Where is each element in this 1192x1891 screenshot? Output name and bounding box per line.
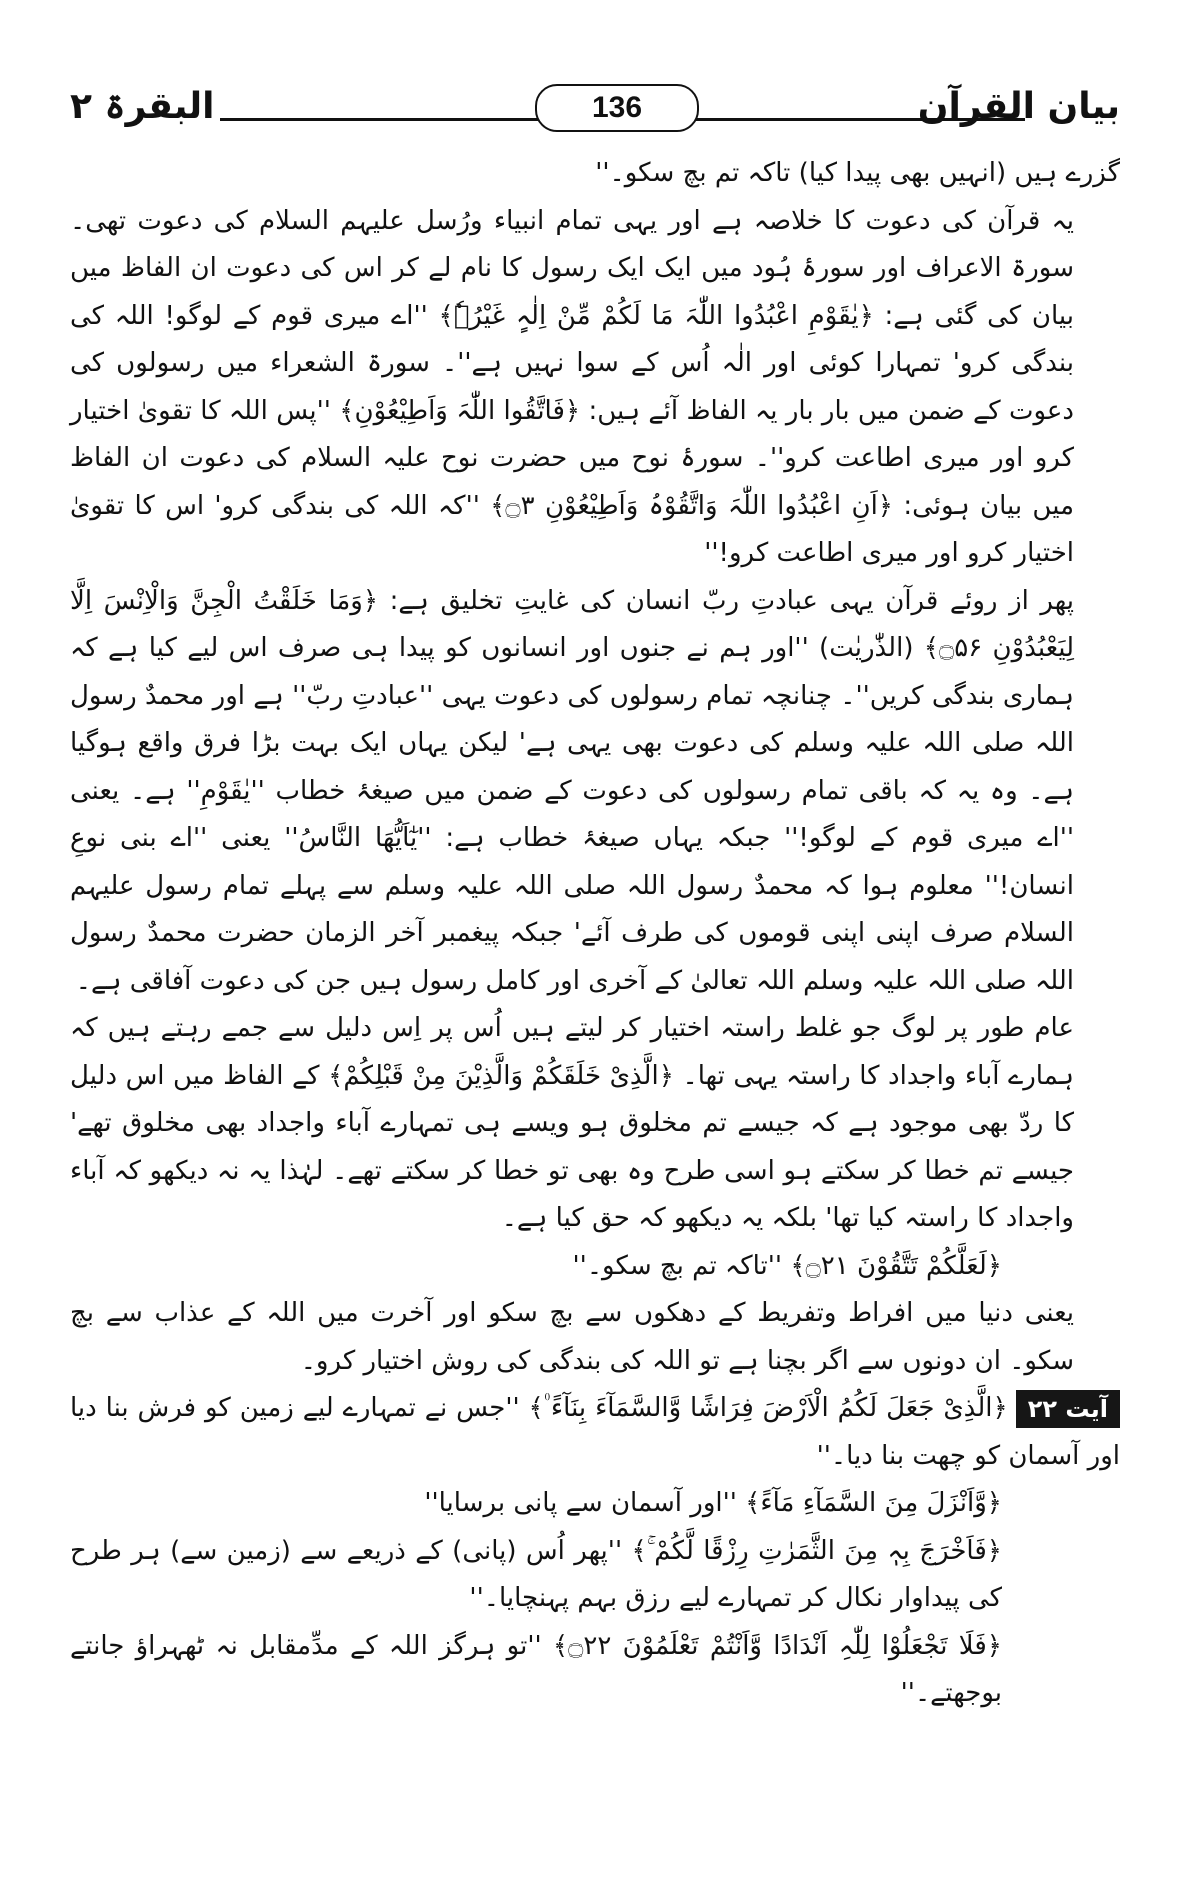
paragraph-purpose-of-creation: پھر از روئے قرآن یہی عبادتِ ربّ انسان کی غایتِ تخلیق ہے: ﴿وَمَا خَلَقْتُ الْجِنَّ وَالْاِنْسَ اِلَّا لِیَعْبُدُوْنِ ۝۵۶﴾ (الذّٰریٰت) ''اور ہم نے جنوں اور انسانوں کو پیدا ہی صرف اس لیے کیا ہے کہ ہماری بندگی کریں''۔ چنانچہ تمام رسولوں کی دعوت یہی ''عبادتِ ربّ'' ہے اور محمدٌ رسول اللہ صلی اللہ علیہ وسلم کی دعوت بھی یہی ہے' لیکن یہاں ایک بہت بڑا فرق واقع ہوگیا ہے۔ وہ یہ کہ باقی تمام رسولوں کی دعوت کے ضمن میں صیغۂ خطاب ''یٰقَوْمِ'' ہے۔ یعنی ''اے میری قوم کے لوگو!'' جبکہ یہاں صیغۂ خطاب ہے: ''یٰٓاَیُّھَا النَّاسُ'' یعنی ''اے بنی نوعِ انسان!'' معلوم ہوا کہ محمدٌ رسول اللہ صلی اللہ علیہ وسلم سے پہلے تمام رسول علیہم السلام صرف اپنی اپنی قوموں کی طرف آئے' جبکہ پیغمبر آخر الزمان حضرت محمدٌ رسول اللہ صلی اللہ علیہ وسلم اللہ تعالیٰ کے آخری اور کامل رسول ہیں جن کی دعوت آفاقی ہے۔	[70, 585, 1075, 996]
page-number: 136	[535, 84, 699, 132]
verse-22-intro	[70, 1385, 1120, 1480]
page-header	[70, 84, 1120, 144]
paragraph-prophets-call: یہ قرآن کی دعوت کا خلاصہ ہے اور یہی تمام انبیاء ورُسل علیہم السلام کی دعوت تھی۔ سورۃ الاعراف اور سورۂ ہُود میں ایک ایک رسول کا نام لے کر اس کی دعوت ان الفاظ میں بیان کی گئی ہے: ﴿یٰقَوْمِ اعْبُدُوا اللّٰہَ مَا لَکُمْ مِّنْ اِلٰہٍ غَیْرُہٗ﴾ ''اے میری قوم کے لوگو! اللہ کی بندگی کرو' تمہارا کوئی اور الٰہ اُس کے سوا نہیں ہے''۔ سورۃ الشعراء میں رسولوں کی دعوت کے ضمن میں بار بار یہ الفاظ آئے ہیں: ﴿فَاتَّقُوا اللّٰہَ وَاَطِیْعُوْنِ﴾ ''پس اللہ کا تقویٰ اختیار کرو اور میری اطاعت کرو''۔ سورۂ نوح میں حضرت نوح علیہ السلام کی دعوت ان الفاظ میں بیان ہوئی: ﴿اَنِ اعْبُدُوا اللّٰہَ وَاتَّقُوْہُ وَاَطِیْعُوْنِ ۝۳﴾ ''کہ اللہ کی بندگی کرو' اس کا تقویٰ اختیار کرو اور میری اطاعت کرو!''	[70, 205, 1074, 568]
verse-rain: ﴿وَّاَنْزَلَ مِنَ السَّمَآءِ مَآءً﴾ ''اور آسمان سے پانی برسایا''	[424, 1488, 1002, 1518]
paragraph-ancestors-argument: عام طور پر لوگ جو غلط راستہ اختیار کر لیتے ہیں اُس پر اِس دلیل سے جمے رہتے ہیں کہ ہمارے آباء واجداد کا راستہ یہی تھا۔ ﴿الَّذِیْ خَلَقَکُمْ وَالَّذِیْنَ مِنْ قَبْلِکُمْ﴾ کے الفاظ میں اس دلیل کا ردّ بھی موجود ہے کہ جیسے تم مخلوق ہو ویسے ہی تمہارے آباء واجداد بھی مخلوق تھے' جیسے تم خطا کر سکتے ہو اسی طرح وہ بھی تو خطا کر سکتے تھے۔ لہٰذا یہ نہ دیکھو کہ آباء واجداد کا راستہ کیا تھا' بلکہ یہ دیکھو کہ حق کیا ہے۔	[70, 1013, 1074, 1233]
verse-no-rivals: ﴿فَلَا تَجْعَلُوْا لِلّٰہِ اَنْدَادًا وَّاَنْتُمْ تَعْلَمُوْنَ ۝۲۲﴾ ''تو ہرگز اللہ کے مدِّمقابل نہ ٹھہراؤ جانتے بوجھتے۔''	[70, 1630, 1002, 1708]
verse-la-allakum: ﴿لَعَلَّکُمْ تَتَّقُوْنَ ۝۲۱﴾ ''تاکہ تم بچ سکو۔''	[572, 1250, 1002, 1281]
commentary-body	[70, 150, 1120, 1718]
verse-fruits: ﴿فَاَخْرَجَ بِہٖ مِنَ الثَّمَرٰتِ رِزْقًا لَّکُمْ ۚ﴾ ''پھر اُس (پانی) کے ذریعے سے (زمین سے) ہر طرح کی پیداوار نکال کر تمہارے لیے رزق بہم پہنچایا۔''	[70, 1535, 1002, 1613]
book-title: بیان القرآن	[917, 86, 1120, 127]
ayah-label: آیت ۲۲	[1016, 1390, 1120, 1428]
paragraph-continuation: گزرے ہیں (انہیں بھی پیدا کیا) تاکہ تم بچ سکو۔''	[595, 158, 1120, 188]
verse-22-text: ﴿الَّذِیْ جَعَلَ لَکُمُ الْاَرْضَ فِرَاشًا وَّالسَّمَآءَ بِنَآءً ۠﴾ ''جس نے تمہارے لیے زمین کو فرش بنا دیا اور آسمان کو چھت بنا دیا۔''	[70, 1393, 1120, 1471]
surah-title: البقرۃ ۲	[70, 86, 215, 127]
paragraph-explanation: یعنی دنیا میں افراط وتفریط کے دھکوں سے بچ سکو اور آخرت میں اللہ کے عذاب سے بچ سکو۔ ان دونوں سے اگر بچنا ہے تو اللہ کی بندگی کی روش اختیار کرو۔	[70, 1298, 1074, 1376]
